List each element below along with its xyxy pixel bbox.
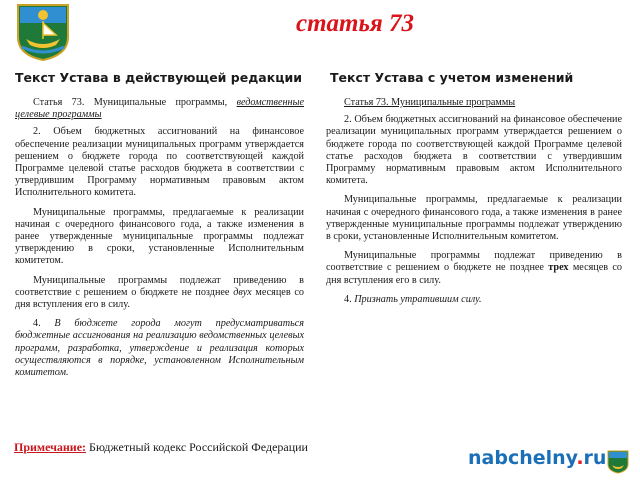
left-article-title-text: Статья 73. Муниципальные программы,	[33, 97, 237, 108]
right-paragraph-3-end: месяцев со дня вступления его в силу.	[326, 262, 622, 286]
right-article-title: Статья 73. Муниципальные программы	[344, 97, 516, 108]
right-column-heading: Текст Устава с учетом изменений	[330, 70, 574, 85]
left-paragraph-4-num: 4.	[33, 318, 55, 330]
left-column-heading: Текст Устава в действующей редакции	[15, 70, 303, 85]
site-brand[interactable]	[468, 447, 606, 469]
left-article-title-italic: ведомственные целевые программы	[15, 97, 304, 121]
right-paragraph-3	[326, 250, 622, 287]
right-paragraph-1: 2. Объем бюджетных ассигнований на финансовое обеспечение реализации муниципальных программ утверждается решением о бюджете города по соответствующей каждой Программе целевой статье расходов бюджета в соответствии с утвердившим Программу нормативным правовым актом Исполнительного комитета.	[326, 114, 622, 187]
footer-note-label: Примечание:	[14, 440, 87, 454]
brand-dot: .	[576, 447, 584, 469]
right-paragraph-2: Муниципальные программы, предлагаемые к реализации начиная с очередного финансового года, а также изменения в ранее утвержденные муниципальные программы подлежат утверждению в сроки, установленные Исполнительным комитетом.	[326, 194, 622, 243]
city-coat-of-arms-icon	[16, 3, 70, 61]
left-paragraph-4-italic: В бюджете города могут предусматриваться бюджетные ассигнования на реализацию ведомственных целевых программ, разработка, утверждение и реализация которых осуществляются в порядке, установленном Исполнительным комитетом.	[15, 318, 304, 379]
left-paragraph-2: Муниципальные программы, предлагаемые к реализации начиная с очередного финансового года, а также изменения в ранее утвержденные муниципальные программы подлежат утверждению в сроки, установленные Исполнительным комитетом.	[15, 206, 304, 267]
left-paragraph-3-end: месяцев со дня вступления его в силу.	[15, 286, 304, 311]
left-paragraph-3-italic: двух	[233, 286, 252, 298]
left-paragraph-3-start: Муниципальные программы подлежат приведению в соответствие с решением о бюджете не позднее	[15, 274, 304, 298]
footer-note	[14, 440, 308, 455]
brand-tld: ru	[583, 447, 607, 469]
right-paragraph-4-num: 4.	[344, 293, 355, 305]
brand-main: nabchelny	[468, 447, 577, 469]
right-paragraph-3-bold: трех	[548, 262, 569, 274]
right-paragraph-3-start: Муниципальные программы подлежат приведению в соответствие с решением о бюджете не позднее	[326, 250, 622, 274]
left-paragraph-1: 2. Объем бюджетных ассигнований на финансовое обеспечение реализации муниципальных программ утверждается решением о бюджете города по соответствующей каждой Программе целевой статье расходов бюджета в соответствии с утвердившим Программу нормативным правовым актом Исполнительного комитета.	[15, 126, 304, 199]
footer-note-text: Бюджетный кодекс Российской Федерации	[86, 440, 308, 454]
right-paragraph-4-italic: Признать утратившим силу.	[354, 293, 482, 305]
nabchelny-emblem-icon	[607, 450, 629, 474]
left-article-title	[15, 97, 304, 121]
left-paragraph-3	[15, 275, 304, 312]
right-paragraph-4	[326, 294, 622, 306]
left-column-text	[15, 97, 304, 386]
right-column-text	[326, 97, 622, 313]
left-paragraph-4	[15, 318, 304, 379]
page-title: статья 73	[295, 10, 415, 37]
